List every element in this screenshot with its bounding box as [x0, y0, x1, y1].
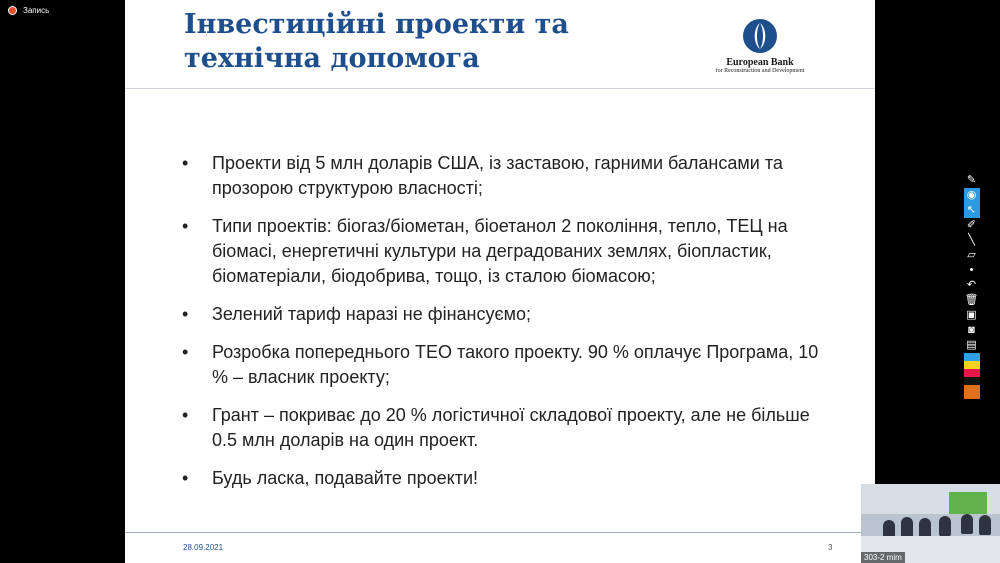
title-divider — [125, 88, 875, 89]
pen-icon[interactable]: ✎ — [966, 174, 977, 186]
annotation-toolbar — [963, 173, 980, 399]
eraser-icon[interactable]: ▱ — [967, 249, 976, 261]
bullet-item — [182, 302, 822, 327]
highlighter-icon[interactable]: ✐ — [966, 219, 977, 231]
bullet-marker: • — [182, 216, 189, 236]
undo-icon[interactable]: ↶ — [966, 279, 977, 291]
footer-divider — [125, 532, 875, 533]
bullet-item — [182, 340, 822, 390]
camera-icon[interactable]: ◙ — [968, 324, 975, 336]
eye-icon[interactable]: ◉ — [964, 188, 980, 203]
color-swatch-yellow[interactable] — [964, 361, 980, 369]
color-swatch-black[interactable] — [964, 377, 980, 385]
whiteboard-icon[interactable]: ▣ — [966, 309, 977, 321]
bullet-item — [182, 151, 822, 201]
bullet-text: Будь ласка, подавайте проекти! — [212, 468, 479, 488]
bullet-item — [182, 403, 822, 453]
bullet-text: Типи проектів: біогаз/біометан, біоетанол 2 покоління, тепло, ТЕЦ на біомасі, енергетичні культури на деградованих землях, біопластик, біоматеріали, біодобрива, тощо, із сталою біомасою; — [212, 216, 788, 286]
bullet-text: Розробка попереднього ТЕО такого проекту. 90 % оплачує Програма, 10 % – власник проекту; — [212, 342, 819, 387]
delete-icon[interactable]: 🗑 — [964, 294, 979, 306]
recording-indicator — [8, 6, 49, 15]
bullet-marker: • — [182, 468, 189, 488]
color-swatch-red[interactable] — [964, 369, 980, 377]
video-screen — [949, 492, 987, 514]
pointer-icon[interactable]: ↖ — [964, 203, 980, 218]
slide-page-number: 3 — [828, 543, 833, 552]
bullet-list — [182, 151, 822, 504]
bullet-text: Проекти від 5 млн доларів США, із заставою, гарними балансами та прозорою структурою власності; — [212, 153, 783, 198]
dot-icon[interactable]: • — [969, 264, 974, 276]
ebrd-emblem-icon — [742, 18, 778, 54]
color-swatch-blue[interactable] — [964, 353, 980, 361]
video-person — [979, 515, 991, 535]
video-person — [939, 516, 951, 536]
slide-date: 28.09.2021 — [183, 543, 224, 552]
bullet-text: Зелений тариф наразі не фінансуємо; — [212, 304, 532, 324]
bullet-marker: • — [182, 304, 189, 324]
bullet-item — [182, 214, 822, 289]
recording-label: Запись — [23, 6, 50, 15]
bullet-marker: • — [182, 153, 189, 173]
clipboard-icon[interactable]: ▤ — [966, 339, 977, 351]
ebrd-subtitle: for Reconstruction and Development — [715, 68, 805, 74]
video-participant-name: 303-2 mim — [861, 552, 905, 563]
slide-title: Інвестиційні проекти та технічна допомога — [184, 9, 569, 74]
bullet-marker: • — [182, 342, 189, 362]
shared-slide — [125, 0, 875, 563]
bullet-marker: • — [182, 405, 189, 425]
bullet-text: Грант – покриває до 20 % логістичної складової проекту, але не більше 0.5 млн доларів на один проект. — [212, 405, 810, 450]
color-swatch-orange[interactable] — [964, 385, 980, 399]
line-icon[interactable]: ╲ — [968, 234, 975, 246]
ebrd-logo — [700, 18, 820, 80]
participant-video[interactable] — [861, 484, 1000, 563]
video-person — [901, 517, 913, 537]
video-person — [919, 518, 931, 538]
bullet-item — [182, 466, 822, 491]
ebrd-name: European Bank — [726, 57, 794, 68]
record-icon — [8, 6, 17, 15]
video-person — [961, 514, 973, 534]
